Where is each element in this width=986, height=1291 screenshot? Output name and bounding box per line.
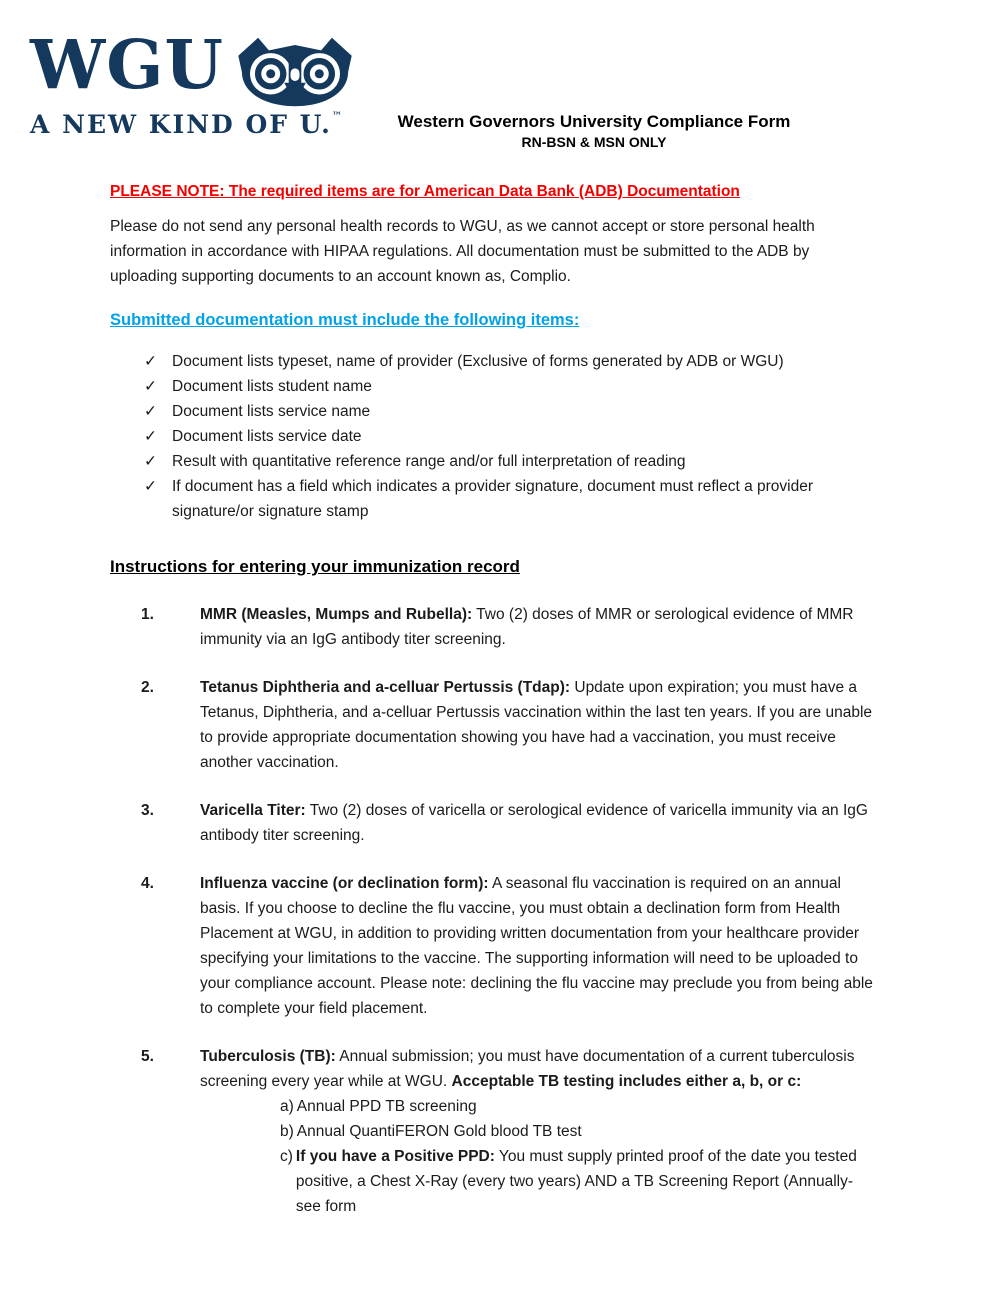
item-lead: Tuberculosis (TB): xyxy=(200,1048,336,1065)
checklist-item-text: Document lists service date xyxy=(172,428,362,445)
requirements-checklist xyxy=(110,349,874,524)
item-lead: Varicella Titer: xyxy=(200,802,306,819)
item-number: 1. xyxy=(141,606,154,623)
wgu-logo-text: WGU xyxy=(30,25,224,104)
checklist-item-text: Result with quantitative reference range and/or full interpretation of reading xyxy=(172,453,686,470)
checklist-item-text: Document lists student name xyxy=(172,378,372,395)
sublist-item-a xyxy=(280,1094,874,1119)
check-icon: ✓ xyxy=(144,403,157,420)
item-text: Two (2) doses of varicella or serological evidence of varicella immunity via an IgG antibody titer screening. xyxy=(200,802,868,844)
item-text: Annual submission; you must have documentation of a current tuberculosis screening every year while at WGU. xyxy=(200,1048,855,1090)
check-icon: ✓ xyxy=(144,353,157,370)
check-icon: ✓ xyxy=(144,453,157,470)
title-block xyxy=(368,112,820,150)
check-icon: ✓ xyxy=(144,428,157,445)
tb-options-sublist xyxy=(280,1094,874,1219)
item-number: 2. xyxy=(141,679,154,696)
instruction-item-4 xyxy=(110,871,874,1021)
page-title: Western Governors University Compliance Form xyxy=(397,112,791,131)
check-icon: ✓ xyxy=(144,478,157,495)
instruction-item-1 xyxy=(110,602,874,652)
item-body xyxy=(200,675,874,775)
checklist-item xyxy=(144,424,874,449)
item-number: 4. xyxy=(141,875,154,892)
document-body xyxy=(0,179,986,1219)
sublist-item-b xyxy=(280,1119,874,1144)
item-text: Update upon expiration; you must have a Tetanus, Diphtheria, and a-celluar Pertussis vaccination within the last ten years. If you are unable to provide appropriate documentation showing you have had a vaccination, you must receive another vaccination. xyxy=(200,679,873,771)
requirements-heading: Submitted documentation must include the following items: xyxy=(110,311,580,329)
checklist-item-text: Document lists service name xyxy=(172,403,371,420)
sublist-body: Annual QuantiFERON Gold blood TB test xyxy=(296,1123,582,1140)
page-subtitle: RN-BSN & MSN ONLY xyxy=(521,134,667,150)
checklist-item xyxy=(144,349,874,374)
item-text: A seasonal flu vaccination is required on an annual basis. If you choose to decline the flu vaccine, you must obtain a declination form from Health Placement at WGU, in addition to providing written documentation from your healthcare provider specifying your limitations to the vaccine. The supporting information will need to be uploaded to your compliance account. Please note: declining the flu vaccine may preclude you from being able to complete your field placement. xyxy=(200,875,873,1017)
sublist-text xyxy=(296,1144,874,1219)
checklist-item-text: Document lists typeset, name of provider (Exclusive of forms generated by ADB or WGU) xyxy=(172,353,784,370)
item-text: Two (2) doses of MMR or serological evidence of MMR immunity via an IgG antibody titer screening. xyxy=(200,606,854,648)
sublist-body: You must supply printed proof of the date you tested positive, a Chest X-Ray (every two years) AND a TB Screening Report (Annually-see form xyxy=(295,1148,857,1215)
item-body xyxy=(200,1044,874,1219)
instruction-item-5 xyxy=(110,1044,874,1219)
checklist-item xyxy=(144,449,874,474)
checklist-item xyxy=(144,374,874,399)
item-number: 3. xyxy=(141,802,154,819)
item-lead: Influenza vaccine (or declination form): xyxy=(200,875,489,892)
sublist-marker: a) xyxy=(280,1098,294,1115)
sublist-text xyxy=(297,1119,874,1144)
owl-icon xyxy=(236,36,354,108)
item-body xyxy=(200,798,874,848)
item-bold-tail: Acceptable TB testing includes either a, b, or c: xyxy=(451,1073,802,1090)
trademark-symbol: ™ xyxy=(331,111,342,122)
instruction-item-2 xyxy=(110,675,874,775)
instructions-heading: Instructions for entering your immunization record xyxy=(110,557,520,576)
sublist-item-c xyxy=(280,1144,874,1219)
wgu-tagline-text: A NEW KIND OF U. xyxy=(30,110,332,139)
wgu-logo-row xyxy=(30,25,354,108)
checklist-item xyxy=(144,399,874,424)
document-header xyxy=(0,0,986,164)
checklist-item-text: If document has a field which indicates a provider signature, document must reflect a provider signature/or signature stamp xyxy=(172,478,813,520)
sublist-text xyxy=(297,1094,874,1119)
item-number: 5. xyxy=(141,1048,154,1065)
sublist-body: Annual PPD TB screening xyxy=(296,1098,477,1115)
item-lead: Tetanus Diphtheria and a-celluar Pertussis (Tdap): xyxy=(200,679,571,696)
instruction-item-3 xyxy=(110,798,874,848)
sublist-lead: If you have a Positive PPD: xyxy=(295,1148,495,1165)
sublist-marker: b) xyxy=(280,1123,294,1140)
item-body xyxy=(200,602,874,652)
notice-heading: PLEASE NOTE: The required items are for American Data Bank (ADB) Documentation xyxy=(110,183,740,200)
wgu-tagline xyxy=(30,110,354,139)
sublist-marker: c) xyxy=(280,1148,293,1165)
item-lead: MMR (Measles, Mumps and Rubella): xyxy=(200,606,473,623)
checklist-item xyxy=(144,474,874,524)
item-body xyxy=(200,871,874,1021)
check-icon: ✓ xyxy=(144,378,157,395)
wgu-logo xyxy=(30,25,354,139)
notice-paragraph: Please do not send any personal health records to WGU, as we cannot accept or store personal health information in accordance with HIPAA regulations. All documentation must be submitted to the ADB by uploading supporting documents to an account known as, Complio. xyxy=(110,218,815,285)
